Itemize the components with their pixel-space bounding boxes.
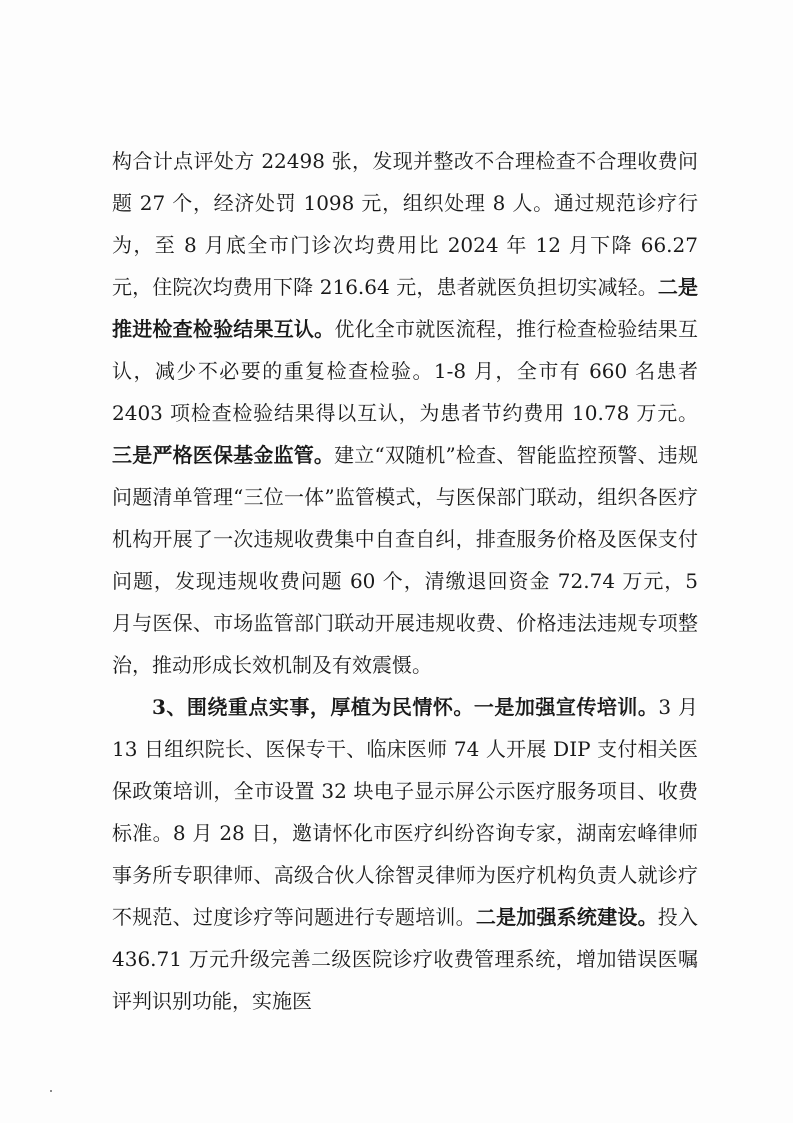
- paragraph-1-text-1: 构合计点评处方 22498 张，发现并整改不合理检查不合理收费问题 27 个，经济处罚 1098 元，组织处理 8 人。通过规范诊疗行为，至 8 月底全市门诊次均费用比 2024 年 12 月下降 66.27 元，住院次均费用下降 216.64 元，患者就医负担切实减轻。: [112, 149, 698, 299]
- paragraph-2-heading-2: 二是加强系统建设。: [475, 905, 658, 929]
- paragraph-1-heading-2: 二是推进检查检验结果互认。: [112, 275, 699, 341]
- paragraph-1-text-2: 优化全市就医流程，推行检查检验结果互认，减少不必要的重复检查检验。1-8 月，全市有 660 名患者 2403 项检查检验结果得以互认，为患者节约费用 10.78 万元。: [112, 317, 699, 425]
- scan-speck: [50, 1090, 52, 1092]
- paragraph-1-text-3: 建立“双随机”检查、智能监控预警、违规问题清单管理“三位一体”监管模式，与医保部门联动，组织各医疗机构开展了一次违规收费集中自查自纠，排查服务价格及医保支付问题，发现违规收费问题 60 个，清缴退回资金 72.74 万元，5 月与医保、市场监管部门联动开展违规收费、价格违法违规专项整治，推动形成长效机制及有效震慑。: [112, 443, 699, 677]
- paragraph-1-heading-3: 三是严格医保基金监管。: [112, 443, 335, 467]
- paragraph-2-text-1: 3 月 13 日组织院长、医保专干、临床医师 74 人开展 DIP 支付相关医保政策培训，全市设置 32 块电子显示屏公示医疗服务项目、收费标准。8 月 28 日，邀请怀化市医疗纠纷咨询专家，湖南宏峰律师事务所专职律师、高级合伙人徐智灵律师为医疗机构负责人就诊疗不规范、过度诊疗等问题进行专题培训。: [112, 695, 698, 929]
- paragraph-2: [112, 686, 698, 1022]
- paragraph-2-text-2: 投入 436.71 万元升级完善二级医院诊疗收费管理系统，增加错误医嘱评判识别功能，实施医: [112, 905, 699, 1013]
- body-text: [112, 140, 698, 1022]
- paragraph-1: [112, 140, 698, 686]
- paragraph-2-heading-1: 3、围绕重点实事，厚植为民情怀。一是加强宣传培训。: [152, 695, 659, 719]
